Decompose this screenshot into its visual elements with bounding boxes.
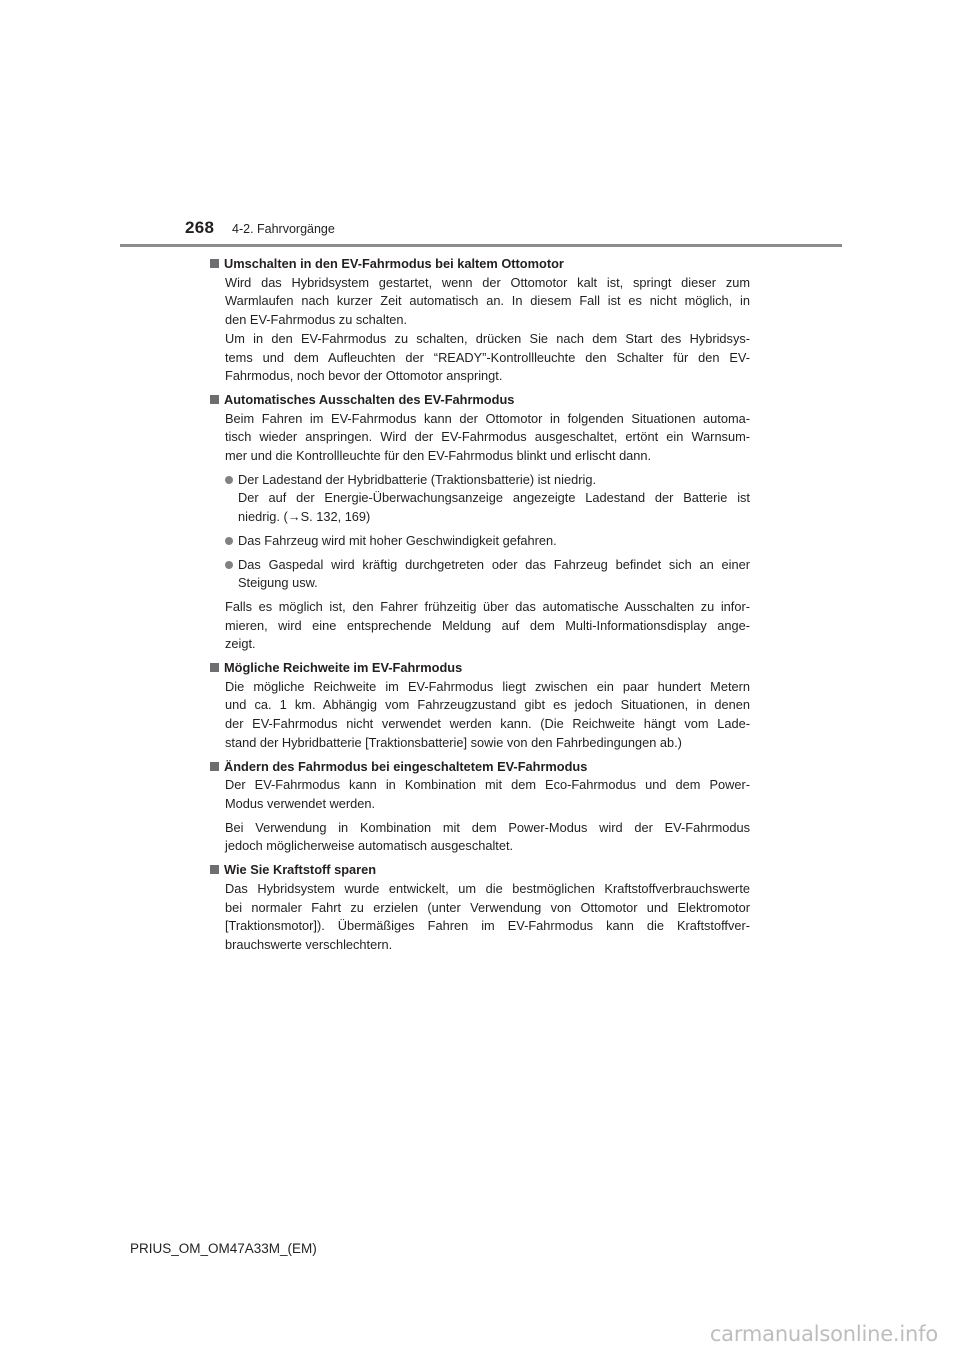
text-line: jedoch möglicherweise automatisch ausgeschaltet. (225, 838, 514, 854)
header-divider (120, 244, 842, 247)
text-line: Der Ladestand der Hybridbatterie (Traktionsbatterie) ist niedrig. (238, 471, 597, 487)
document-id: PRIUS_OM_OM47A33M_(EM) (130, 1241, 317, 1256)
text-line: Das Gaspedal wird kräftig durchgetreten oder das Fahrzeug befindet sich an einer (238, 556, 750, 572)
text-line: niedrig. (→S. 132, 169) (238, 509, 371, 525)
text-line: Falls es möglich ist, den Fahrer frühzeitig über das automatische Ausschalten zu infor- (225, 598, 750, 614)
round-bullet-icon (225, 476, 233, 484)
text-line: Der EV-Fahrmodus kann in Kombination mit dem Eco-Fahrmodus und dem Power- (225, 777, 750, 793)
section-heading (210, 758, 750, 777)
text-line: Das Hybridsystem wurde entwickelt, um die bestmöglichen Kraftstoffverbrauchswerte (225, 880, 750, 896)
text-line: Um in den EV-Fahrmodus zu schalten, drücken Sie nach dem Start des Hybridsys- (225, 330, 750, 346)
paragraph (210, 880, 750, 955)
text-line: und ca. 1 km. Abhängig vom Fahrzeugzustand gibt es jedoch Situationen, in denen (225, 697, 750, 713)
page-number: 268 (185, 218, 215, 237)
list-item (210, 471, 750, 527)
paragraph (210, 598, 750, 654)
square-bullet-icon (210, 865, 219, 874)
paragraph (210, 819, 750, 856)
text-line: tisch wieder anspringen. Wird der EV-Fahrmodus ausgeschaltet, ertönt ein Warnsum- (225, 429, 750, 445)
round-bullet-icon (225, 561, 233, 569)
text-line: Warmlaufen nach kurzer Zeit automatisch an. In diesem Fall ist es nicht möglich, in (225, 293, 750, 309)
text-line: Wird das Hybridsystem gestartet, wenn der Ottomotor kalt ist, springt dieser zum (225, 274, 750, 290)
paragraph (210, 410, 750, 466)
section-heading-text: Mögliche Reichweite im EV-Fahrmodus (224, 660, 463, 676)
section-save-fuel (210, 861, 750, 955)
paragraph (210, 678, 750, 753)
section-heading-text: Wie Sie Kraftstoff sparen (224, 862, 377, 878)
paragraph (210, 274, 750, 386)
section-heading-text: Automatisches Ausschalten des EV-Fahrmodus (224, 391, 515, 407)
square-bullet-icon (210, 762, 219, 771)
section-title: 4-2. Fahrvorgänge (232, 222, 335, 236)
text-line: Der auf der Energie-Überwachungsanzeige angezeigte Ladestand der Batterie ist (238, 490, 750, 506)
square-bullet-icon (210, 259, 219, 268)
section-heading (210, 659, 750, 678)
section-heading-text: Ändern des Fahrmodus bei eingeschaltetem EV-Fahrmodus (224, 758, 588, 774)
list-item (210, 556, 750, 593)
text-line: tems und dem Aufleuchten der “READY”-Kontrollleuchte den Schalter für den EV- (225, 349, 750, 365)
text-line: mer und die Kontrollleuchte für den EV-Fahrmodus blinkt und erlischt dann. (225, 448, 652, 464)
text-line: den EV-Fahrmodus zu schalten. (225, 312, 408, 328)
text-line: Beim Fahren im EV-Fahrmodus kann der Ottomotor in folgenden Situationen automa- (225, 410, 750, 426)
section-auto-off (210, 391, 750, 654)
text-line: stand der Hybridbatterie [Traktionsbatterie] sowie von den Fahrbedingungen ab.) (225, 734, 682, 750)
text-line: Das Fahrzeug wird mit hoher Geschwindigkeit gefahren. (238, 532, 557, 548)
text-line: mieren, wird eine entsprechende Meldung auf dem Multi-Informationsdisplay ange- (225, 617, 750, 633)
text-line: Die mögliche Reichweite im EV-Fahrmodus liegt zwischen ein paar hundert Metern (225, 678, 750, 694)
section-range (210, 659, 750, 753)
main-content (210, 255, 750, 959)
text-line: der EV-Fahrmodus nicht verwendet werden kann. (Die Reichweite hängt vom Lade- (225, 716, 750, 732)
section-cold-engine (210, 255, 750, 386)
section-heading (210, 255, 750, 274)
text-line: Steigung usw. (238, 575, 318, 591)
text-line: [Traktionsmotor]). Übermäßiges Fahren im EV-Fahrmodus kann die Kraftstoffver- (225, 918, 750, 934)
section-heading (210, 391, 750, 410)
watermark: carmanualsonline.info (709, 1322, 938, 1346)
text-line: zeigt. (225, 636, 256, 652)
paragraph (210, 776, 750, 813)
square-bullet-icon (210, 663, 219, 672)
text-line: Modus verwendet werden. (225, 795, 376, 811)
section-heading-text: Umschalten in den EV-Fahrmodus bei kaltem Ottomotor (224, 256, 564, 271)
text-line: brauchswerte verschlechtern. (225, 936, 393, 952)
section-change-mode (210, 758, 750, 857)
round-bullet-icon (225, 537, 233, 545)
square-bullet-icon (210, 395, 219, 404)
text-line: Fahrmodus, noch bevor der Ottomotor anspringt. (225, 368, 503, 384)
list-item (210, 532, 750, 551)
text-line: Bei Verwendung in Kombination mit dem Power-Modus wird der EV-Fahrmodus (225, 819, 750, 835)
text-line: bei normaler Fahrt zu erzielen (unter Verwendung von Ottomotor und Elektromotor (225, 899, 750, 915)
section-heading (210, 861, 750, 880)
